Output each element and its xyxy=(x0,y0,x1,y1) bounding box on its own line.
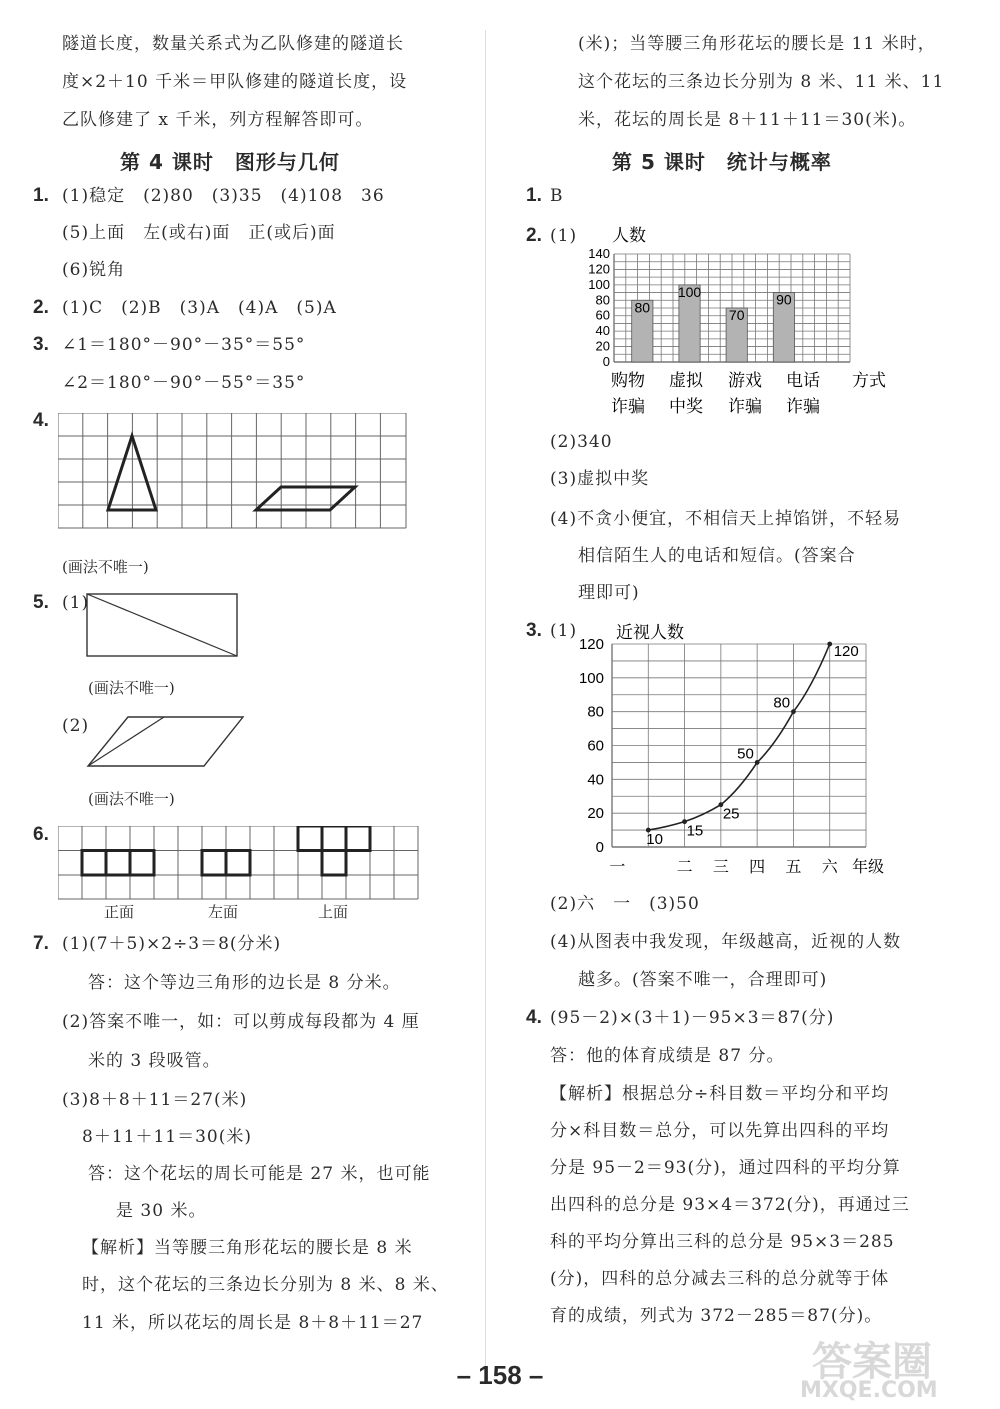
answer-line: (3)8＋8＋11＝27(米) xyxy=(62,1090,248,1110)
answer-line: 答：他的体育成绩是 87 分。 xyxy=(550,1046,785,1066)
y-tick-label: 0 xyxy=(595,839,604,856)
y-tick-label: 0 xyxy=(602,354,610,369)
answer-line: (4)不贪小便宜，不相信天上掉馅饼，不轻易 xyxy=(550,509,902,529)
q4-grid-figure xyxy=(58,413,408,533)
data-point xyxy=(791,709,796,714)
x-category-label: 诈骗 xyxy=(728,397,762,416)
text-line: 度×2＋10 千米＝甲队修建的隧道长度，设 xyxy=(62,72,408,92)
answer-line: (4)从图表中我发现，年级越高，近视的人数 xyxy=(550,932,902,952)
left-view-shape xyxy=(202,851,250,876)
x-category-label: 三 xyxy=(712,859,729,876)
text-line: 米，花坛的周长是 8＋11＋11＝30(米)。 xyxy=(578,110,917,130)
analysis-line: 时，这个花坛的三条边长分别为 8 米、8 米、 xyxy=(82,1275,449,1295)
y-tick-label: 20 xyxy=(587,805,604,823)
parallelogram-outline xyxy=(88,717,243,766)
diagonal-line xyxy=(87,594,237,656)
point-value-label: 120 xyxy=(833,643,859,660)
x-category-label: 诈骗 xyxy=(786,397,820,416)
x-category-label: 中奖 xyxy=(669,397,703,416)
analysis-line: 育的成绩，列式为 372－285＝87(分)。 xyxy=(550,1306,883,1326)
part-label: (2) xyxy=(62,716,90,736)
y-tick-label: 80 xyxy=(587,703,604,721)
x-category-label: 一 xyxy=(609,859,626,876)
x-category-label: 二 xyxy=(676,859,693,876)
answer-line: (1)(7＋5)×2÷3＝8(分米) xyxy=(62,934,282,954)
cut-line xyxy=(88,717,164,766)
answer-line: (6)锐角 xyxy=(62,260,126,280)
answer-line: (1)稳定 (2)80 (3)35 (4)108 36 xyxy=(62,186,385,206)
view-label: 正面 xyxy=(104,903,135,921)
point-value-label: 50 xyxy=(737,745,754,763)
answer-line: (2)340 xyxy=(550,432,613,452)
answer-line: 越多。(答案不唯一，合理即可) xyxy=(578,970,828,990)
bar-value-label: 90 xyxy=(776,291,792,308)
question-number: 3. xyxy=(33,334,49,355)
bar-value-label: 80 xyxy=(634,299,651,316)
point-value-label: 15 xyxy=(686,822,704,840)
x-category-label: 五 xyxy=(785,859,802,876)
answer-line: ∠2＝180°－90°－55°＝35° xyxy=(62,373,306,393)
text-line: 隧道长度，数量关系式为乙队修建的隧道长 xyxy=(62,34,404,54)
y-tick-label: 120 xyxy=(588,261,610,277)
y-tick-label: 140 xyxy=(588,246,610,261)
analysis-line: (分)，四科的总分减去三科的总分就等于体 xyxy=(550,1269,890,1289)
question-number: 5. xyxy=(33,592,49,613)
page-number: – 158 – xyxy=(456,1360,544,1390)
analysis-line: 科的平均分算出三科的总分是 95×3＝285 xyxy=(550,1232,895,1252)
question-number: 1. xyxy=(526,185,542,206)
drawing-note: (画法不唯一) xyxy=(88,790,175,808)
x-category-label: 虚拟 xyxy=(669,371,703,390)
view-label: 上面 xyxy=(318,903,349,921)
bar-value-label: 100 xyxy=(677,283,702,300)
x-axis-label: 方式 xyxy=(852,371,886,390)
column-divider xyxy=(485,30,486,1370)
question-number: 2. xyxy=(526,225,542,246)
analysis-line: 出四科的总分是 93×4＝372(分)，再通过三 xyxy=(550,1195,910,1215)
answer-line: (3)虚拟中奖 xyxy=(550,469,650,489)
question-number: 4. xyxy=(526,1007,542,1028)
line-chart xyxy=(568,618,898,880)
x-axis-label: 年级 xyxy=(852,859,885,876)
answer-line: 答：这个等边三角形的边长是 8 分米。 xyxy=(88,973,401,993)
analysis-line: 【解析】当等腰三角形花坛的腰长是 8 米 xyxy=(82,1238,413,1258)
y-tick-label: 120 xyxy=(578,636,604,653)
data-labels xyxy=(635,284,792,323)
analysis-line: 分×科目数＝总分，可以先算出四科的平均 xyxy=(550,1121,890,1141)
x-category-label: 诈骗 xyxy=(611,397,645,416)
y-tick-label: 40 xyxy=(595,323,610,339)
y-tick-label: 80 xyxy=(595,292,610,308)
answer-line: (1)C (2)B (3)A (4)A (5)A xyxy=(62,298,337,318)
x-axis-categories xyxy=(611,371,820,416)
answer-line: B xyxy=(550,186,564,206)
part-label: (1) xyxy=(550,621,578,641)
front-view-shape xyxy=(82,851,154,876)
y-tick-label: 100 xyxy=(588,276,610,292)
question-number: 1. xyxy=(33,185,49,206)
y-tick-label: 40 xyxy=(587,771,604,789)
watermark-url: MXQE.COM xyxy=(800,1378,938,1403)
x-category-label: 四 xyxy=(749,859,766,876)
text-line: 乙队修建了 x 千米，列方程解答即可。 xyxy=(62,110,374,130)
answer-line: ∠1＝180°－90°－35°＝55° xyxy=(62,335,306,355)
top-view-shape xyxy=(298,826,370,875)
y-tick-label: 100 xyxy=(578,669,604,687)
answer-line: 理即可) xyxy=(578,583,640,603)
y-axis-ticks xyxy=(579,636,604,856)
text-line: 这个花坛的三条边长分别为 8 米、11 米、11 xyxy=(578,72,945,92)
x-category-label: 电话 xyxy=(786,371,820,390)
question-number: 2. xyxy=(33,297,49,318)
drawing-note: (画法不唯一) xyxy=(62,558,149,576)
x-category-label: 购物 xyxy=(611,371,645,390)
answer-line: (5)上面 左(或右)面 正(或后)面 xyxy=(62,223,336,243)
analysis-line: 11 米，所以花坛的周长是 8＋8＋11＝27 xyxy=(82,1313,424,1333)
question-number: 6. xyxy=(33,824,49,845)
question-number: 7. xyxy=(33,933,49,954)
answer-line: 8＋11＋11＝30(米) xyxy=(82,1127,252,1147)
series-line xyxy=(648,644,829,830)
part-label: (1) xyxy=(62,593,90,613)
section-title: 第 5 课时 统计与概率 xyxy=(612,150,832,174)
bar-chart xyxy=(560,222,900,418)
point-value-label: 10 xyxy=(646,831,663,849)
question-number: 4. xyxy=(33,410,49,431)
answer-line: 米的 3 段吸管。 xyxy=(88,1051,221,1071)
part-label: (1) xyxy=(550,226,578,246)
answer-line: (2)六 一 (3)50 xyxy=(550,894,700,914)
view-label: 左面 xyxy=(208,903,239,921)
data-point xyxy=(755,760,760,765)
grid-lines xyxy=(58,826,418,899)
x-category-label: 游戏 xyxy=(728,371,762,390)
views-grid-figure xyxy=(58,826,420,904)
chart-title: 人数 xyxy=(612,226,646,245)
answer-line: (2)答案不唯一，如：可以剪成每段都为 4 厘 xyxy=(62,1012,420,1032)
x-category-label: 六 xyxy=(821,859,838,876)
chart-title: 近视人数 xyxy=(616,623,684,642)
watermark-logo: 答案圈 xyxy=(812,1339,932,1385)
answer-line: 相信陌生人的电话和短信。(答案合 xyxy=(578,546,856,566)
analysis-line: 分是 95－2＝93(分)，通过四科的平均分算 xyxy=(550,1158,901,1178)
point-value-label: 25 xyxy=(722,805,740,823)
answer-line: (95－2)×(3＋1)－95×3＝87(分) xyxy=(550,1008,835,1028)
point-value-label: 80 xyxy=(773,694,791,712)
x-axis-categories xyxy=(609,858,838,876)
drawing-note: (画法不唯一) xyxy=(88,679,175,697)
rectangle-figure xyxy=(86,593,240,659)
data-points xyxy=(646,642,832,833)
section-title: 第 4 课时 图形与几何 xyxy=(120,150,340,174)
y-tick-label: 20 xyxy=(595,338,610,354)
y-tick-label: 60 xyxy=(587,737,604,755)
y-axis-ticks xyxy=(588,246,610,369)
parallelogram-figure xyxy=(86,716,246,768)
y-tick-label: 60 xyxy=(595,307,610,323)
bar-value-label: 70 xyxy=(728,307,745,323)
answer-line: 是 30 米。 xyxy=(116,1201,207,1221)
analysis-line: 【解析】根据总分÷科目数＝平均分和平均 xyxy=(550,1084,890,1104)
question-number: 3. xyxy=(526,620,542,641)
data-point xyxy=(827,642,832,647)
answer-line: 答：这个花坛的周长可能是 27 米，也可能 xyxy=(88,1164,431,1184)
text-line: (米)；当等腰三角形花坛的腰长是 11 米时， xyxy=(578,34,936,54)
